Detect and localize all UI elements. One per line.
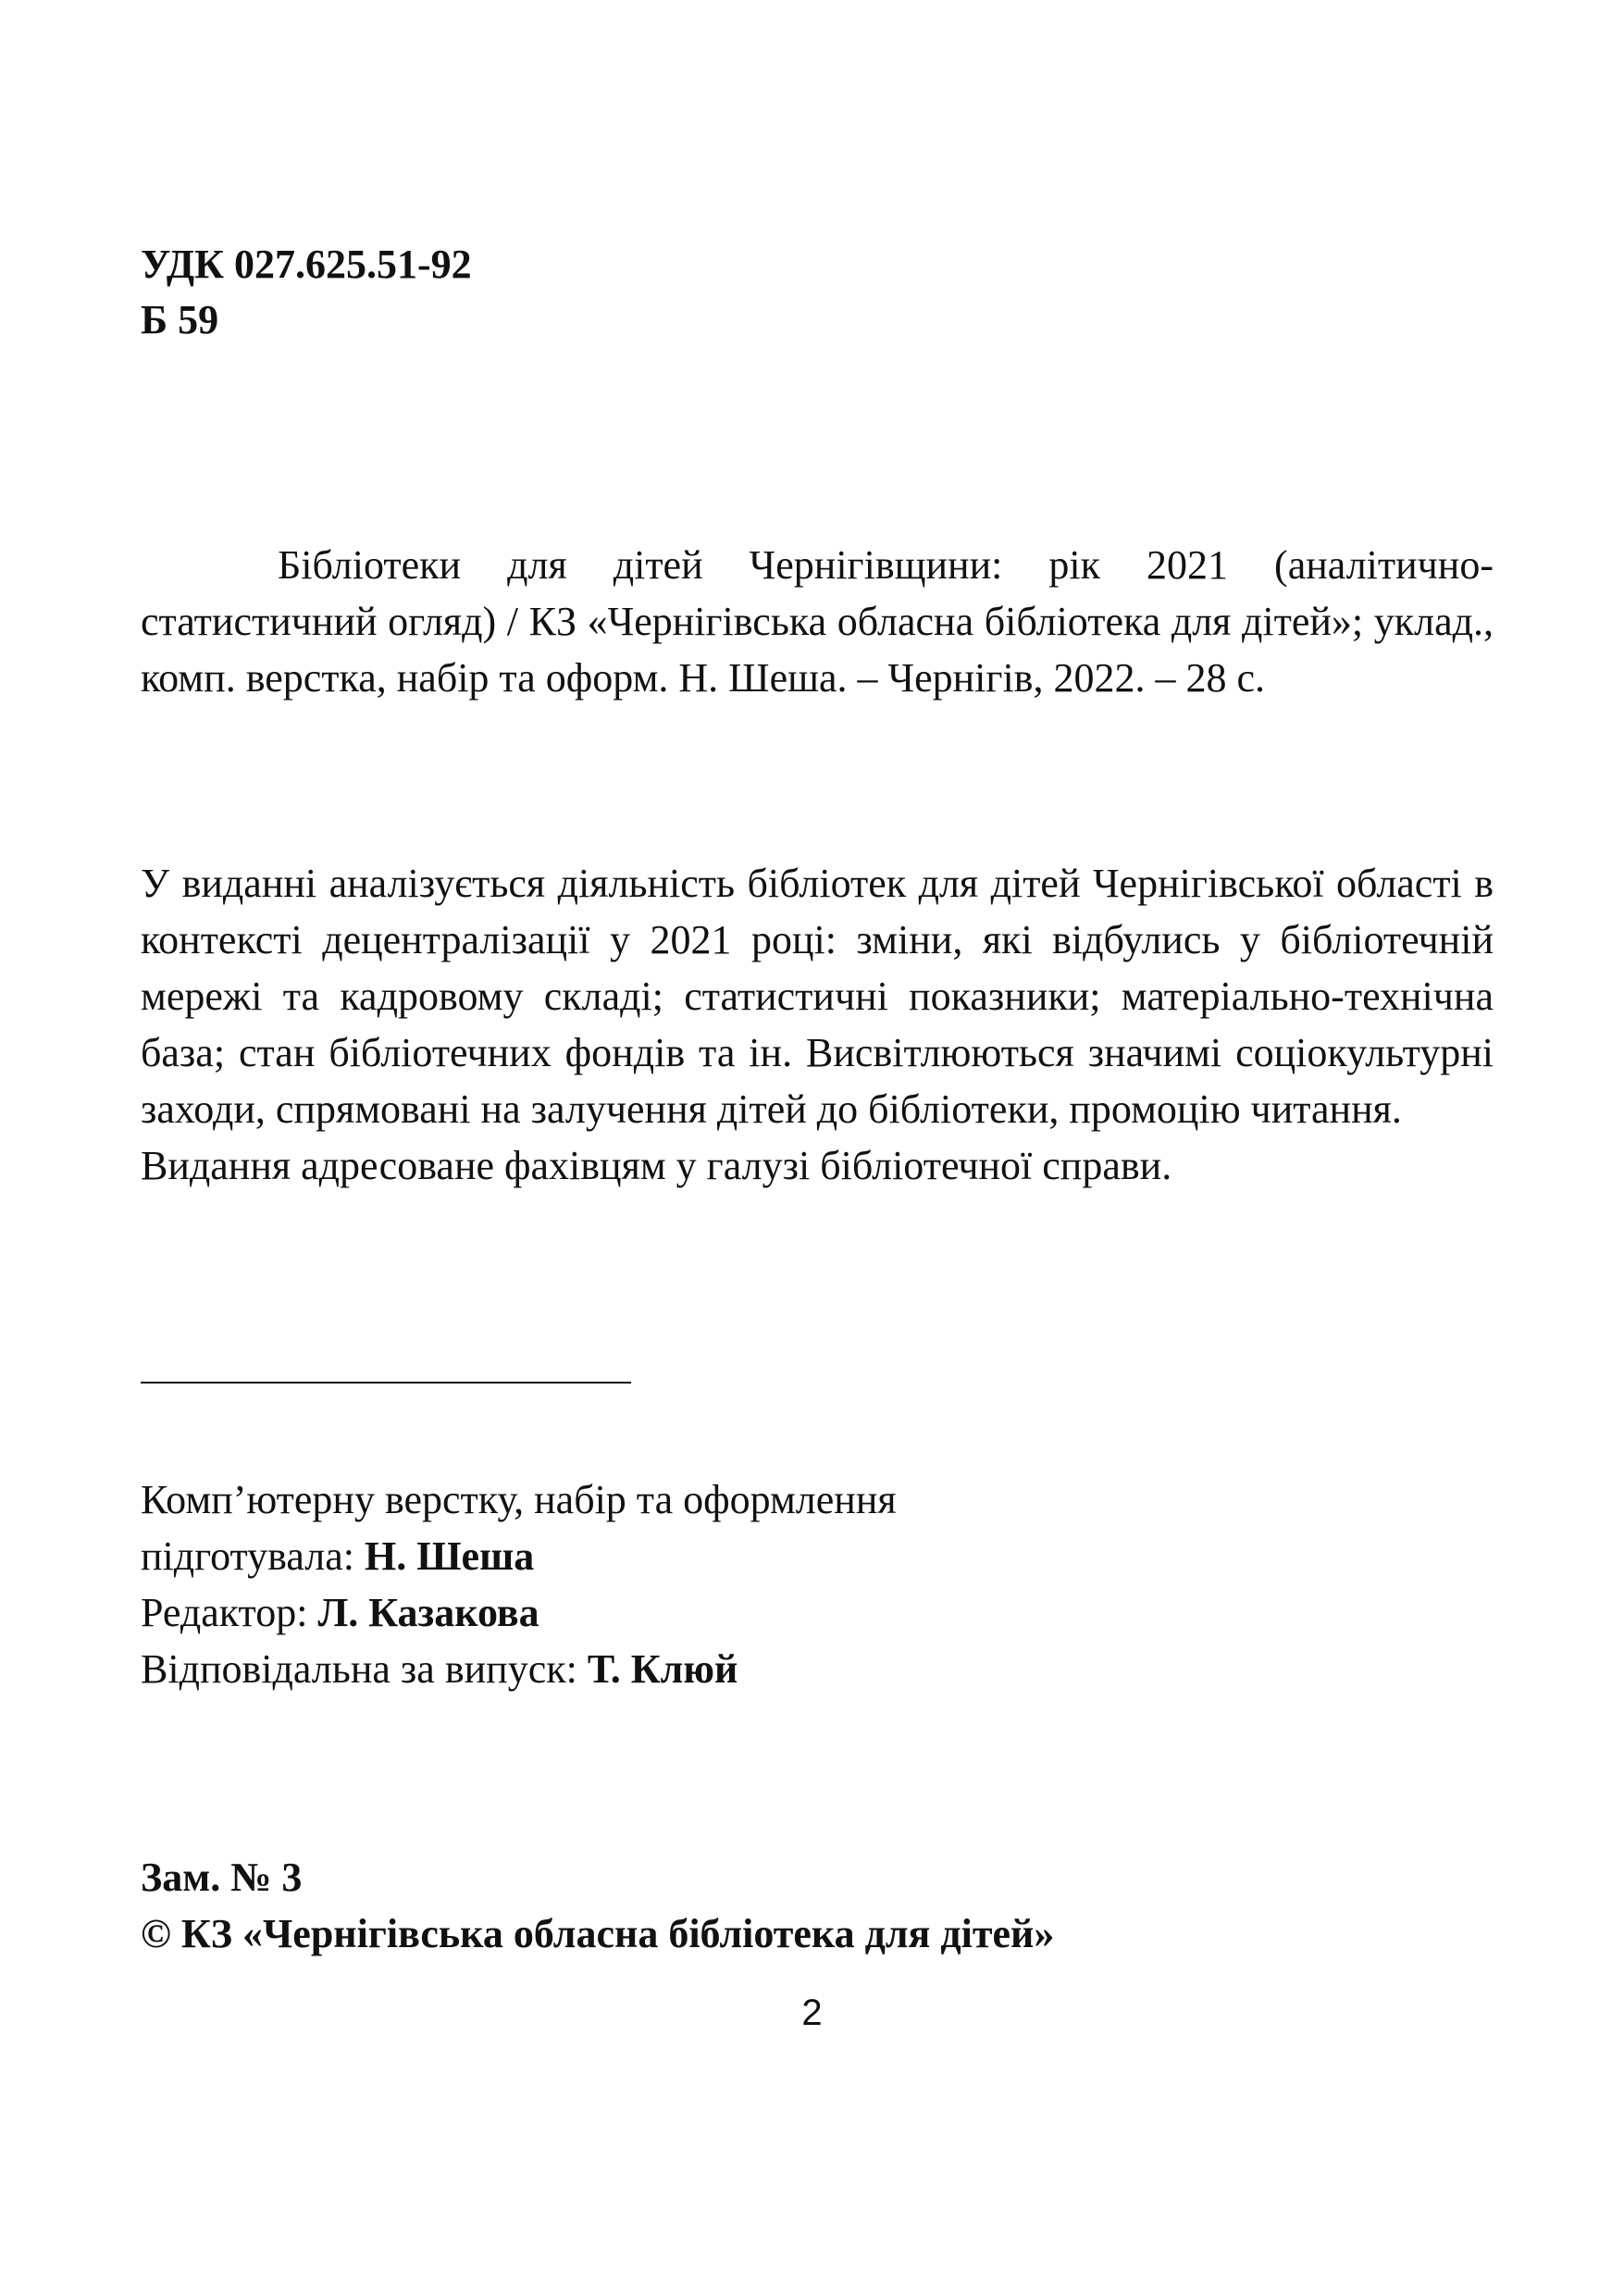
udk-code: УДК 027.625.51-92 [141,242,472,287]
bibliographic-citation: Бібліотеки для дітей Чернігівщини: рік 2021 (аналітично-статистичний огляд) / КЗ «Чернігівська обласна бібліотека для дітей»; уклад., комп. верстка, набір та оформ. Н. Шеша. – Чернігів, 2022. – 28 с. [141,542,1494,701]
responsible-credit [141,1641,1494,1697]
annotation-paragraph: У виданні аналізується діяльність бібліотек для дітей Чернігівської області в контексті децентралізації у 2021 році: зміни, які відбулись у бібліотечній мережі та кадровому складі; статистичні показники; матеріально-технічна база; стан бібліотечних фондів та ін. Висвітлюються значимі соціокультурні заходи, спрямовані на залучення дітей до бібліотеки, промоцію читання. [141,861,1494,1132]
layout-credit-line2 [141,1528,1494,1584]
editor-credit [141,1584,1494,1641]
udk-block [141,237,1494,348]
page-number: 2 [801,1992,823,2033]
responsible-label: Відповідальна за випуск: [141,1646,588,1692]
annotation [141,855,1494,1194]
layout-credit-name: Н. Шеша [365,1533,535,1579]
responsible-name: Т. Клюй [587,1646,738,1692]
editor-name: Л. Казакова [317,1590,539,1635]
layout-credit-line1: Комп’ютерну верстку, набір та оформлення [141,1477,897,1522]
separator-line [141,1382,631,1384]
author-mark: Б 59 [141,297,219,342]
copyright-notice: © КЗ «Чернігівська обласна бібліотека для дітей» [141,1911,1055,1956]
credits [141,1471,1494,1697]
publisher-block [141,1849,1494,1962]
editor-label: Редактор: [141,1590,318,1635]
order-number: Зам. № 3 [141,1855,303,1900]
layout-credit-label: підготувала: [141,1533,365,1579]
annotation-audience: Видання адресоване фахівцям у галузі бібліотечної справи. [141,1143,1172,1188]
